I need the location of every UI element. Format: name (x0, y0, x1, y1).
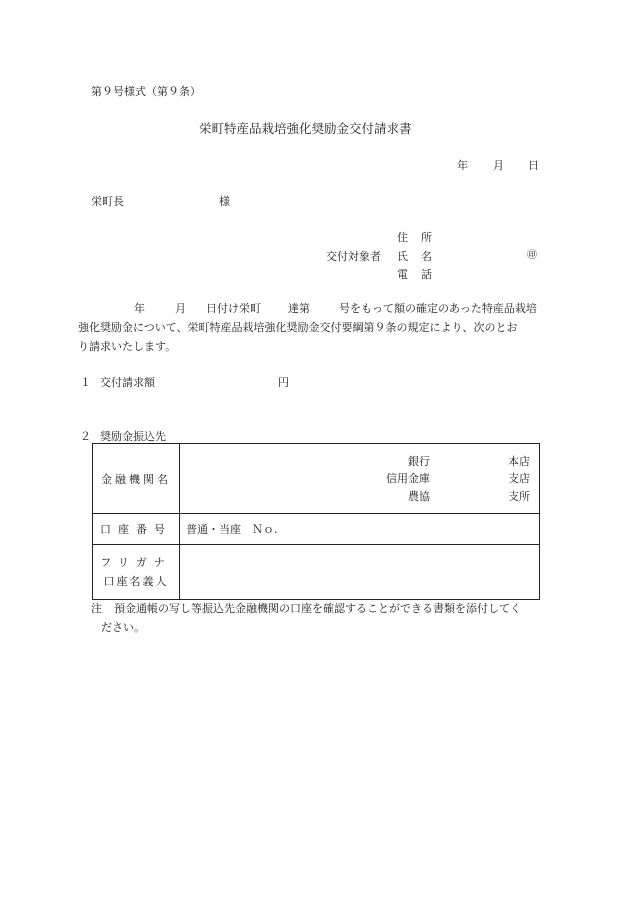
note-line2: ださい。 (101, 621, 145, 634)
body-tatsu: 達第 (288, 302, 310, 315)
date-year-label: 年 (457, 159, 468, 172)
account-holder-row (93, 545, 540, 600)
phone-label-2: 話 (421, 268, 432, 281)
body-line2: 強化奨励金について、栄町特産品栽培強化奨励金交付要綱第９条の規定により、次のとお (78, 321, 518, 334)
nokyo-branch: 支所 (508, 490, 530, 503)
shinkin-type: 信用金庫 (386, 472, 430, 485)
nokyo-type: 農協 (408, 490, 430, 503)
bank-transfer-table (92, 443, 540, 600)
date-month-label: 月 (493, 159, 504, 172)
name-label-1: 氏 (397, 250, 408, 263)
account-number-label (93, 514, 180, 545)
applicant-role: 交付対象者 (326, 250, 381, 263)
account-holder-cell[interactable] (180, 545, 540, 600)
body-year: 年 (134, 302, 145, 315)
document-title: 栄町特産品栽培強化奨励金交付請求書 (199, 121, 412, 136)
item1-unit: 円 (278, 376, 289, 389)
account-number-value: 普通・当座 Ｎｏ. (186, 523, 278, 536)
account-number-label-text: 口座番号 (100, 523, 172, 536)
furigana-label: フリガナ (100, 556, 172, 569)
item1-label: 交付請求額 (100, 376, 155, 389)
note-line1: 預金通帳の写し等振込先金融機関の口座を確認することができる書類を添付してく (114, 602, 521, 615)
date-day-label: 日 (528, 159, 539, 172)
addressee-name: 栄町長 (91, 195, 124, 208)
phone-label-1: 電 (397, 268, 408, 281)
form-number: 第９号様式（第９条） (91, 85, 201, 98)
item1-number: １ (80, 376, 91, 389)
body-month: 月 (175, 302, 186, 315)
name-label-2: 名 (421, 250, 432, 263)
address-label-2: 所 (421, 231, 432, 244)
body-line3: り請求いたします。 (78, 340, 177, 353)
item2-number: ２ (80, 430, 91, 443)
holder-label: 口座名義人 (103, 575, 169, 588)
account-number-row (93, 514, 540, 545)
bank-type: 銀行 (408, 455, 430, 468)
address-label-1: 住 (397, 231, 408, 244)
institution-label (93, 444, 180, 514)
note-mark: 注 (91, 602, 102, 615)
addressee-honorific: 様 (219, 195, 230, 208)
body-date-sakae: 日付け栄町 (206, 302, 261, 315)
shinkin-branch: 支店 (508, 472, 530, 485)
account-holder-label (93, 545, 180, 600)
institution-value-cell[interactable] (180, 444, 540, 514)
seal-mark: ㊞ (527, 250, 537, 261)
item2-label: 奨励金振込先 (100, 430, 166, 443)
account-number-cell[interactable] (180, 514, 540, 545)
bank-branch-main: 本店 (508, 455, 530, 468)
institution-label-text: 金融機関名 (101, 472, 171, 486)
institution-row (93, 444, 540, 514)
body-line1-rest: 号をもって額の確定のあった特産品栽培 (339, 302, 537, 315)
